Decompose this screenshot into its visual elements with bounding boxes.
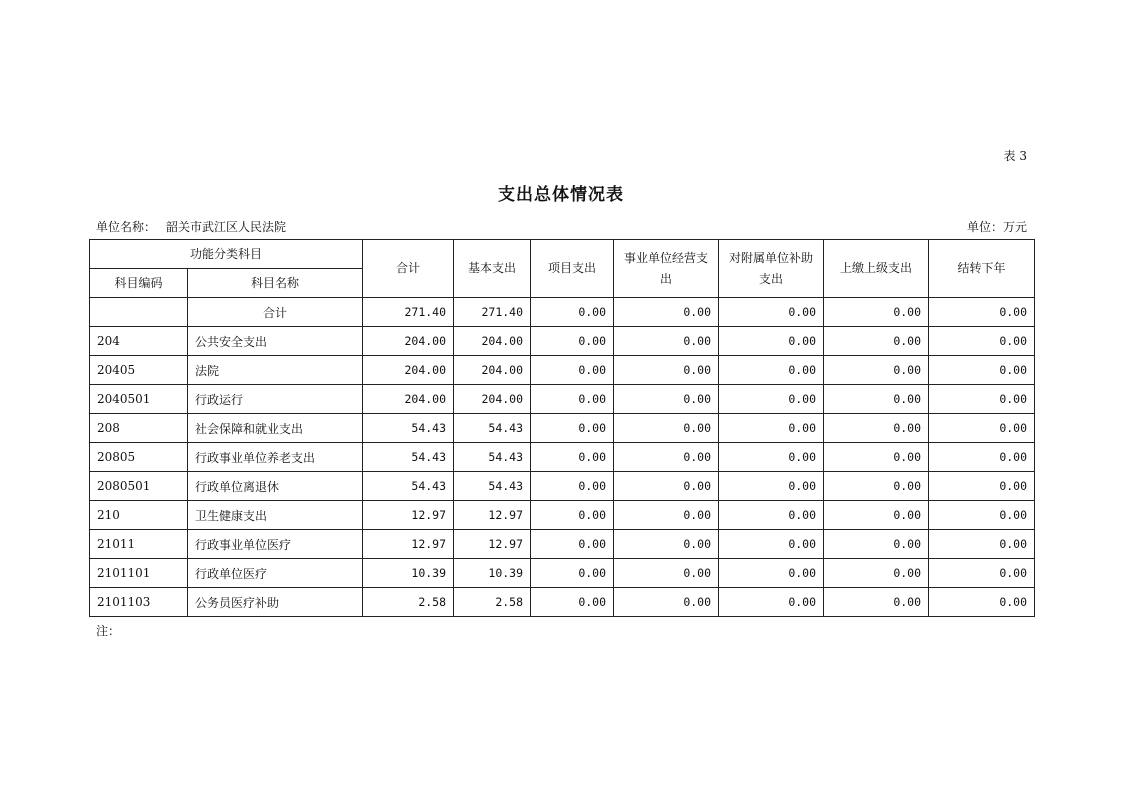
header-business-operation-expenditure: 事业单位经营支出 <box>614 240 719 298</box>
amount-cell: 0.00 <box>719 501 824 530</box>
amount-cell: 0.00 <box>824 356 929 385</box>
subject-code-cell <box>90 298 188 327</box>
subject-name-cell: 卫生健康支出 <box>188 501 363 530</box>
amount-cell: 0.00 <box>614 588 719 617</box>
header-subject-code: 科目编码 <box>90 269 188 298</box>
amount-cell: 204.00 <box>454 327 531 356</box>
amount-cell: 0.00 <box>614 501 719 530</box>
amount-cell: 271.40 <box>454 298 531 327</box>
table-row <box>90 472 1035 501</box>
amount-cell: 0.00 <box>929 298 1035 327</box>
amount-cell: 0.00 <box>614 327 719 356</box>
amount-cell: 204.00 <box>363 327 454 356</box>
subject-code-cell: 208 <box>90 414 188 443</box>
amount-cell: 0.00 <box>531 501 614 530</box>
subject-code-cell: 20405 <box>90 356 188 385</box>
subject-name-cell: 公共安全支出 <box>188 327 363 356</box>
amount-cell: 12.97 <box>363 501 454 530</box>
subject-name-cell: 法院 <box>188 356 363 385</box>
amount-cell: 0.00 <box>614 443 719 472</box>
unit-name <box>96 218 286 235</box>
amount-cell: 54.43 <box>363 472 454 501</box>
subject-code-cell: 20805 <box>90 443 188 472</box>
amount-cell: 0.00 <box>531 385 614 414</box>
header-carry-forward: 结转下年 <box>929 240 1035 298</box>
table-number: 表 3 <box>1003 149 1027 163</box>
amount-cell: 0.00 <box>824 298 929 327</box>
amount-cell: 0.00 <box>929 501 1035 530</box>
amount-cell: 0.00 <box>719 385 824 414</box>
amount-cell: 0.00 <box>531 443 614 472</box>
amount-cell: 204.00 <box>363 385 454 414</box>
subject-name-cell: 行政单位离退休 <box>188 472 363 501</box>
amount-cell: 0.00 <box>531 472 614 501</box>
subject-code-cell: 204 <box>90 327 188 356</box>
amount-cell: 2.58 <box>454 588 531 617</box>
amount-cell: 54.43 <box>363 414 454 443</box>
note: 注： <box>96 624 121 638</box>
subject-name-cell: 行政事业单位医疗 <box>188 530 363 559</box>
subject-code-cell: 2101101 <box>90 559 188 588</box>
amount-cell: 0.00 <box>531 588 614 617</box>
table-row <box>90 559 1035 588</box>
amount-cell: 0.00 <box>719 443 824 472</box>
subject-name-cell: 社会保障和就业支出 <box>188 414 363 443</box>
amount-cell: 0.00 <box>614 385 719 414</box>
header-subsidy-to-affiliates: 对附属单位补助支出 <box>719 240 824 298</box>
amount-cell: 0.00 <box>824 327 929 356</box>
amount-cell: 0.00 <box>531 414 614 443</box>
amount-cell: 0.00 <box>531 298 614 327</box>
amount-cell: 0.00 <box>719 414 824 443</box>
subject-name-cell: 公务员医疗补助 <box>188 588 363 617</box>
amount-cell: 0.00 <box>824 588 929 617</box>
amount-cell: 0.00 <box>719 472 824 501</box>
amount-cell: 0.00 <box>614 414 719 443</box>
amount-cell: 0.00 <box>719 588 824 617</box>
amount-cell: 0.00 <box>614 559 719 588</box>
amount-cell: 0.00 <box>824 472 929 501</box>
table-row <box>90 588 1035 617</box>
table-row <box>90 501 1035 530</box>
subject-name-cell: 行政单位医疗 <box>188 559 363 588</box>
amount-cell: 0.00 <box>824 414 929 443</box>
amount-cell: 204.00 <box>363 356 454 385</box>
subject-name-cell: 行政运行 <box>188 385 363 414</box>
amount-cell: 0.00 <box>929 385 1035 414</box>
amount-cell: 0.00 <box>929 472 1035 501</box>
amount-cell: 54.43 <box>454 472 531 501</box>
amount-cell: 0.00 <box>614 472 719 501</box>
table-row <box>90 414 1035 443</box>
header-total: 合计 <box>363 240 454 298</box>
amount-cell: 0.00 <box>719 356 824 385</box>
amount-cell: 204.00 <box>454 356 531 385</box>
header-payment-to-superior: 上缴上级支出 <box>824 240 929 298</box>
amount-cell: 0.00 <box>824 385 929 414</box>
amount-cell: 0.00 <box>824 559 929 588</box>
table-row <box>90 385 1035 414</box>
amount-cell: 12.97 <box>363 530 454 559</box>
amount-cell: 0.00 <box>824 501 929 530</box>
table-row <box>90 443 1035 472</box>
amount-cell: 0.00 <box>719 559 824 588</box>
amount-cell: 10.39 <box>363 559 454 588</box>
amount-cell: 0.00 <box>824 443 929 472</box>
subject-code-cell: 2040501 <box>90 385 188 414</box>
header-functional-classification: 功能分类科目 <box>90 240 363 269</box>
table-row <box>90 356 1035 385</box>
amount-cell: 271.40 <box>363 298 454 327</box>
amount-cell: 0.00 <box>929 588 1035 617</box>
subject-code-cell: 2101103 <box>90 588 188 617</box>
amount-cell: 12.97 <box>454 501 531 530</box>
amount-cell: 0.00 <box>531 356 614 385</box>
amount-cell: 54.43 <box>454 414 531 443</box>
amount-cell: 0.00 <box>719 298 824 327</box>
subject-code-cell: 2080501 <box>90 472 188 501</box>
amount-cell: 0.00 <box>929 443 1035 472</box>
page-title: 支出总体情况表 <box>498 185 624 205</box>
amount-cell: 0.00 <box>929 559 1035 588</box>
amount-cell: 0.00 <box>719 327 824 356</box>
subject-name-cell: 行政事业单位养老支出 <box>188 443 363 472</box>
header-row-1 <box>90 240 1035 269</box>
amount-cell: 2.58 <box>363 588 454 617</box>
subject-name-cell: 合计 <box>188 298 363 327</box>
amount-cell: 0.00 <box>614 356 719 385</box>
amount-cell: 0.00 <box>824 530 929 559</box>
table-body <box>90 298 1035 617</box>
header-project-expenditure: 项目支出 <box>531 240 614 298</box>
table-row <box>90 327 1035 356</box>
subject-code-cell: 210 <box>90 501 188 530</box>
unit-name-value: 韶关市武江区人民法院 <box>166 220 287 234</box>
amount-cell: 0.00 <box>531 327 614 356</box>
amount-cell: 54.43 <box>363 443 454 472</box>
subject-code-cell: 21011 <box>90 530 188 559</box>
expenditure-table <box>89 239 1035 617</box>
amount-cell: 0.00 <box>929 414 1035 443</box>
amount-cell: 0.00 <box>531 559 614 588</box>
amount-cell: 0.00 <box>929 530 1035 559</box>
amount-cell: 0.00 <box>929 356 1035 385</box>
amount-cell: 54.43 <box>454 443 531 472</box>
amount-cell: 0.00 <box>531 530 614 559</box>
amount-cell: 0.00 <box>614 530 719 559</box>
header-basic-expenditure: 基本支出 <box>454 240 531 298</box>
amount-cell: 204.00 <box>454 385 531 414</box>
table-row <box>90 298 1035 327</box>
amount-cell: 10.39 <box>454 559 531 588</box>
unit-name-label: 单位名称： <box>96 220 157 234</box>
amount-cell: 0.00 <box>929 327 1035 356</box>
amount-cell: 0.00 <box>719 530 824 559</box>
table-row <box>90 530 1035 559</box>
header-subject-name: 科目名称 <box>188 269 363 298</box>
amount-cell: 0.00 <box>614 298 719 327</box>
money-unit: 单位：万元 <box>966 220 1027 234</box>
amount-cell: 12.97 <box>454 530 531 559</box>
